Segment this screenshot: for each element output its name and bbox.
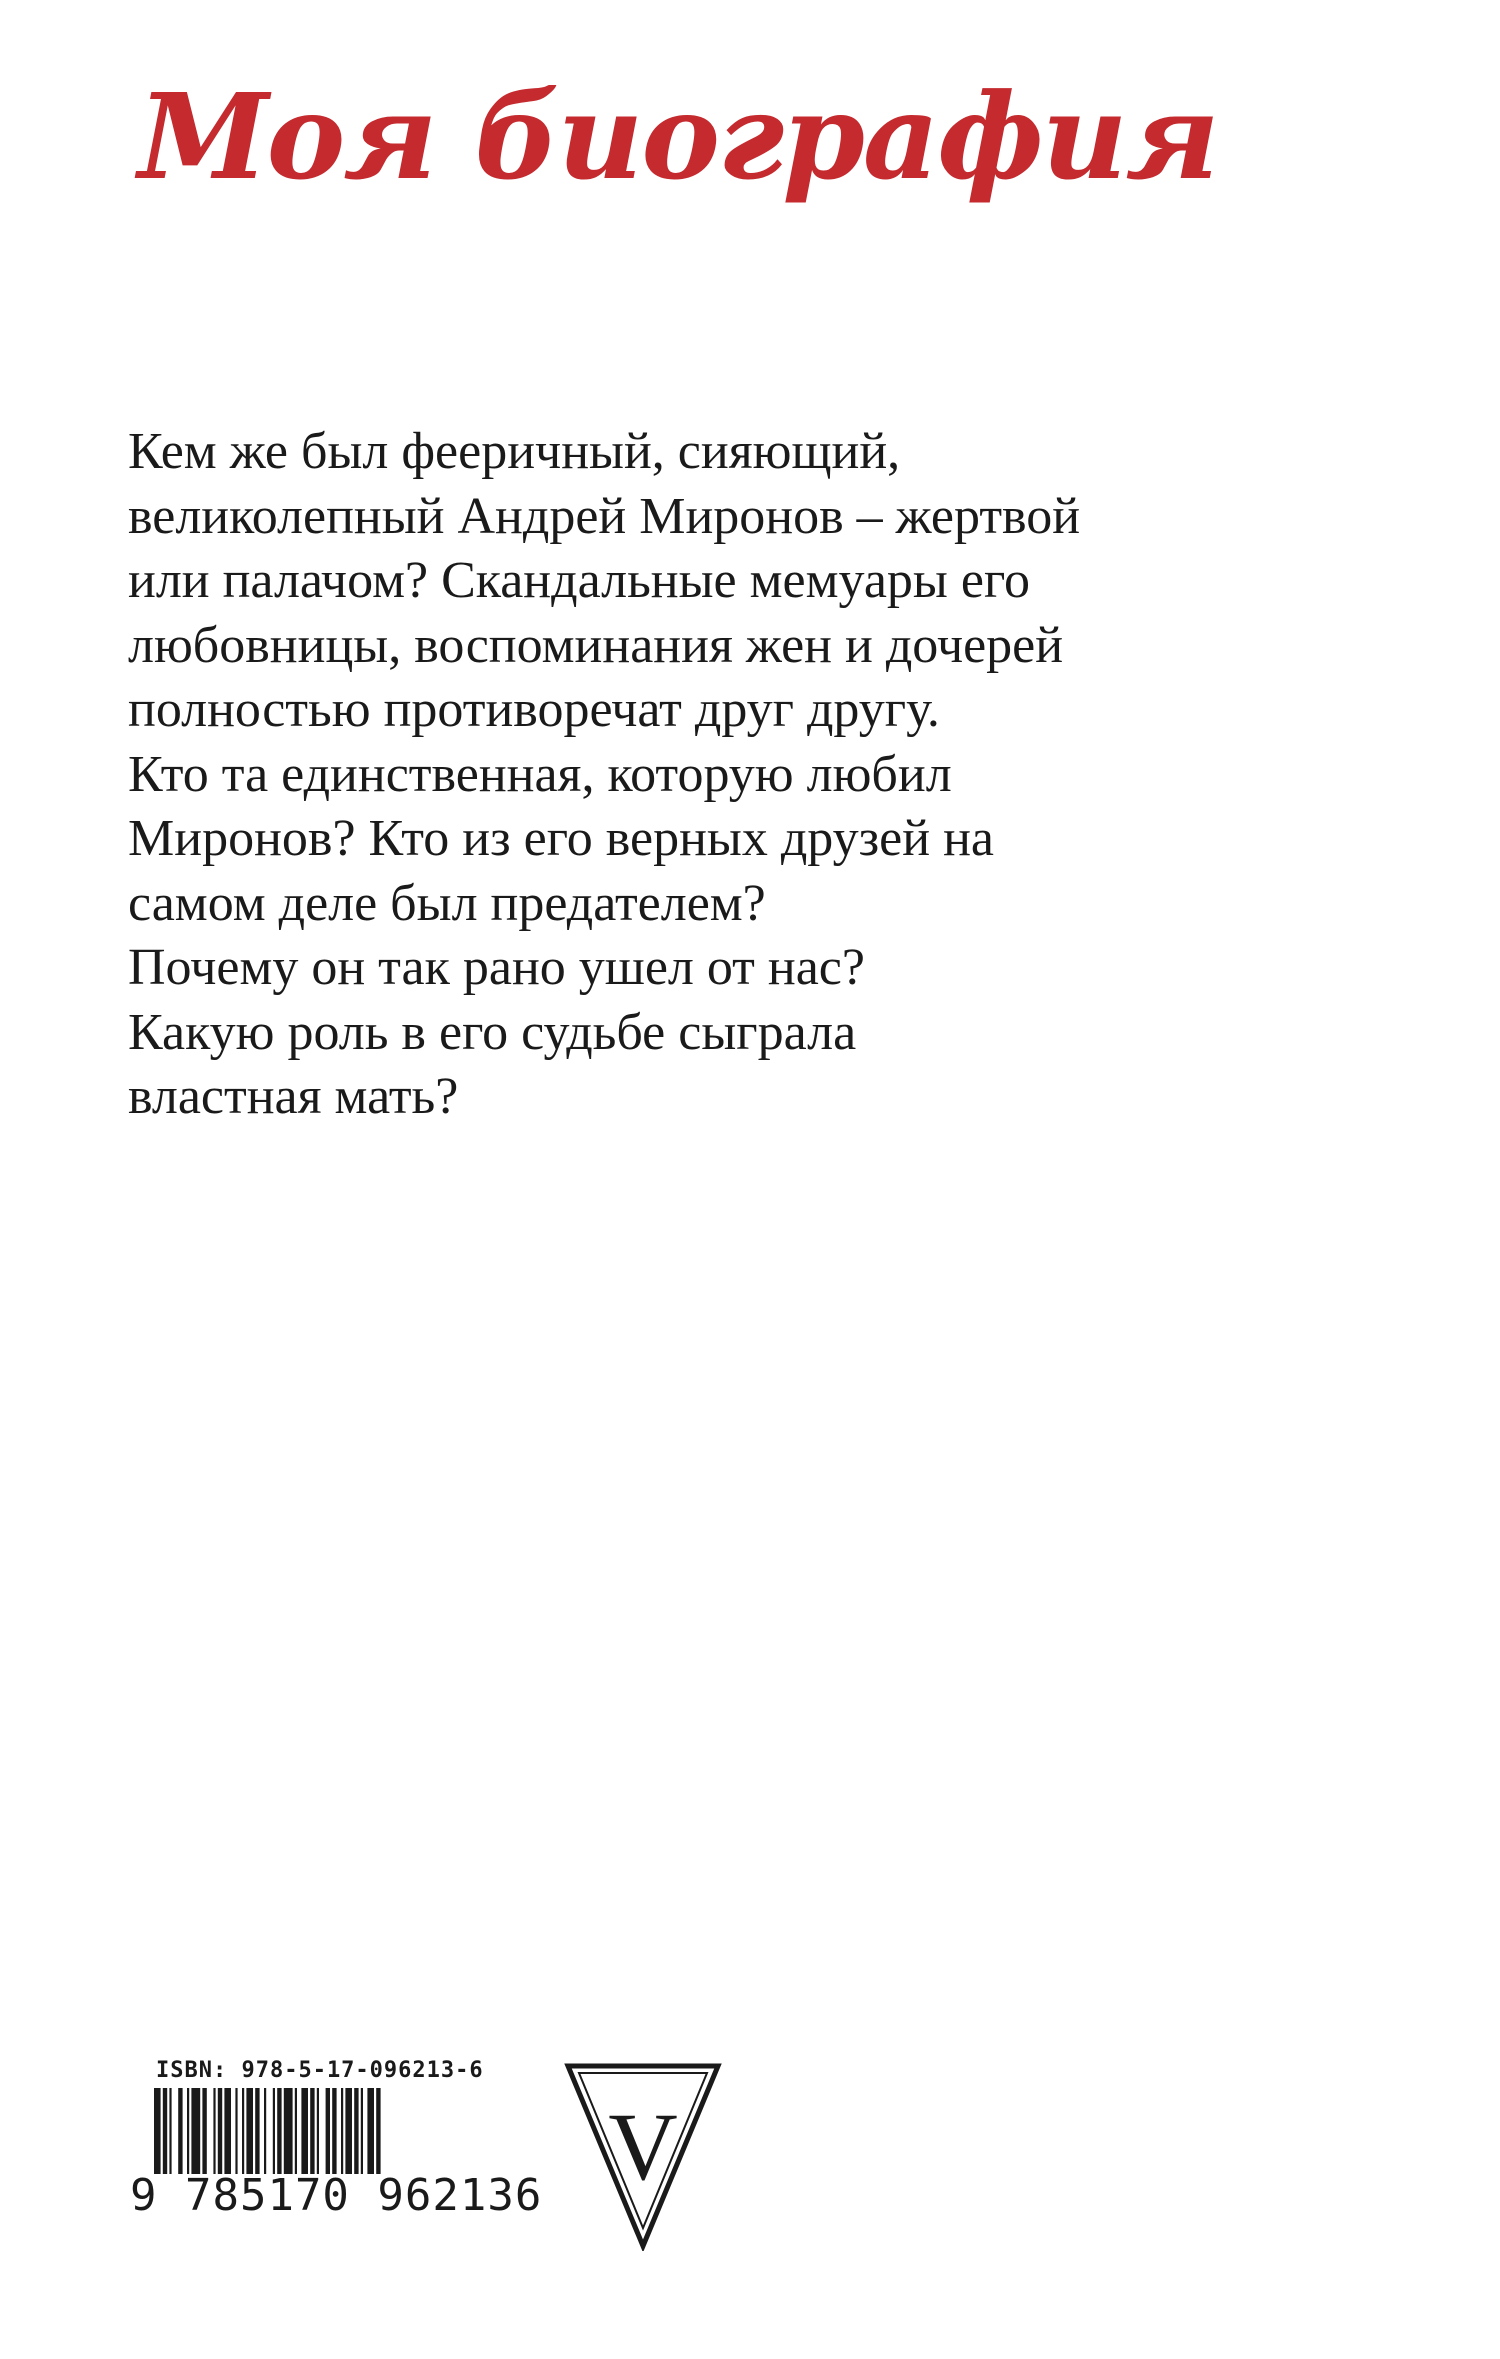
barcode-bar [367, 2088, 374, 2174]
barcode-bar [273, 2088, 275, 2174]
barcode-bar [242, 2088, 244, 2174]
barcode-bar [187, 2088, 189, 2174]
annotation-line: Какую роль в его судьбе сыграла [128, 1003, 857, 1061]
triangle-v-logo-icon [563, 2061, 723, 2251]
barcode-bar [202, 2088, 206, 2174]
barcode-bar [218, 2088, 222, 2174]
annotation-line: властная мать? [128, 1068, 459, 1125]
barcode-bar [345, 2088, 352, 2174]
barcode-icon [154, 2088, 484, 2174]
barcode-bar [277, 2088, 281, 2174]
barcode-bar [191, 2088, 200, 2174]
barcode-bar [246, 2088, 253, 2174]
barcode-bar [295, 2088, 297, 2174]
barcode-bar [163, 2088, 167, 2174]
barcode-bar [332, 2088, 336, 2174]
annotation-line: Кто та единственная, которую любил [128, 745, 952, 803]
barcode-number: 9 785170 962136 [130, 2170, 543, 2221]
annotation-line: полностью противоречат друг другу. [128, 681, 940, 738]
annotation-line: Кем же был фееричный, сияющий, [128, 423, 901, 480]
barcode-bar [169, 2088, 171, 2174]
barcode-bar [264, 2088, 266, 2174]
barcode-bar [224, 2088, 231, 2174]
annotation-text [128, 420, 1228, 1130]
isbn-barcode [130, 2058, 543, 2221]
barcode-bar [213, 2088, 215, 2174]
barcode-bar [310, 2088, 314, 2174]
barcode-bar [178, 2088, 182, 2174]
annotation-line: любовницы, воспоминания жен и дочерей [128, 616, 1064, 674]
barcode-bar [341, 2088, 343, 2174]
barcode-bar [154, 2088, 161, 2174]
annotation-line: Почему он так рано ушел от нас? [128, 939, 865, 996]
isbn-label: ISBN: 978-5-17-096213-6 [156, 2058, 484, 2083]
barcode-bar [301, 2088, 308, 2174]
barcode-bar [255, 2088, 259, 2174]
logo-letter: V [608, 2093, 678, 2200]
annotation-line: великолепный Андрей Миронов – жертвой [128, 487, 1081, 545]
annotation-line: Миронов? Кто из его верных друзей на [128, 810, 994, 867]
barcode-bar [361, 2088, 363, 2174]
barcode-bar [376, 2088, 380, 2174]
barcode-bar [326, 2088, 330, 2174]
publisher-logo [563, 2061, 723, 2256]
barcode-bar [354, 2088, 358, 2174]
barcode-bar [235, 2088, 237, 2174]
series-title: Моя биография [138, 67, 1218, 206]
barcode-bar [317, 2088, 319, 2174]
annotation-line: самом деле был предателем? [128, 874, 766, 932]
barcode-bar [284, 2088, 293, 2174]
annotation-line: или палачом? Скандальные мемуары его [128, 552, 1030, 609]
